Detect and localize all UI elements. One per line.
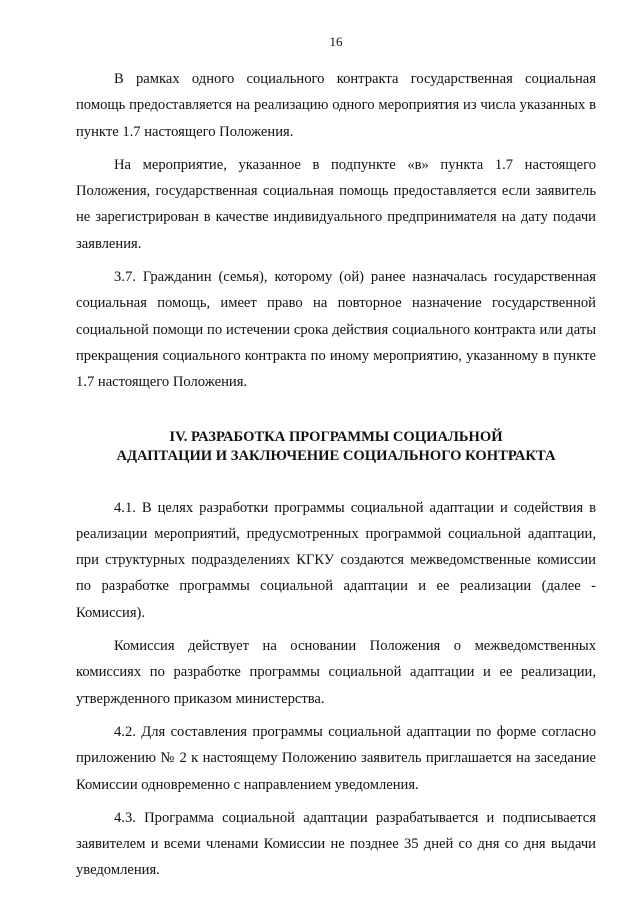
document-page xyxy=(76,32,596,891)
paragraph-single-contract: В рамках одного социального контракта государственная социальная помощь предоставляется на реализацию одного мероприятия из числа указанных в пункте 1.7 настоящего Положения. xyxy=(76,71,596,140)
paragraph-4-3: 4.3. Программа социальной адаптации разрабатывается и подписывается заявителем и всеми членами Комиссии не позднее 35 дней со дня со дня выдачи уведомления. xyxy=(76,809,596,879)
paragraph-activity-v: На мероприятие, указанное в подпункте «в» пункта 1.7 настоящего Положения, государственная социальная помощь предоставляется если заявитель не зарегистрирован в качестве индивидуального предпринимателя на дату подачи заявления. xyxy=(76,156,596,252)
paragraph-4-1: 4.1. В целях разработки программы социальной адаптации и содействия в реализации мероприятий, предусмотренных программой социальной адаптации, при структурных подразделениях КГКУ создаются межведомственные комиссии по разработке программы социальной адаптации и ее реализации (далее - Комиссия). xyxy=(76,499,596,621)
paragraph-4-2: 4.2. Для составления программы социальной адаптации по форме согласно приложению № 2 к настоящему Положению заявитель приглашается на заседание Комиссии одновременно с направлением уведомления. xyxy=(76,723,596,793)
page-number: 16 xyxy=(329,34,343,49)
paragraph-commission: Комиссия действует на основании Положения о межведомственных комиссиях по разработке программы социальной адаптации и ее реализации, утвержденного приказом министерства. xyxy=(76,638,596,707)
section-heading-line-2: АДАПТАЦИИ И ЗАКЛЮЧЕНИЕ СОЦИАЛЬНОГО КОНТРАКТА xyxy=(116,447,556,464)
paragraph-3-7: 3.7. Гражданин (семья), которому (ой) ранее назначалась государственная социальная помощь, имеет право на повторное назначение государственной социальной помощи по истечении срока действия социального контракта или даты прекращения социального контракта по иному мероприятию, указанному в пункте 1.7 настоящего Положения. xyxy=(76,269,596,391)
section-heading-line-1: IV. РАЗРАБОТКА ПРОГРАММЫ СОЦИАЛЬНОЙ xyxy=(169,428,503,445)
section-heading xyxy=(76,428,596,466)
